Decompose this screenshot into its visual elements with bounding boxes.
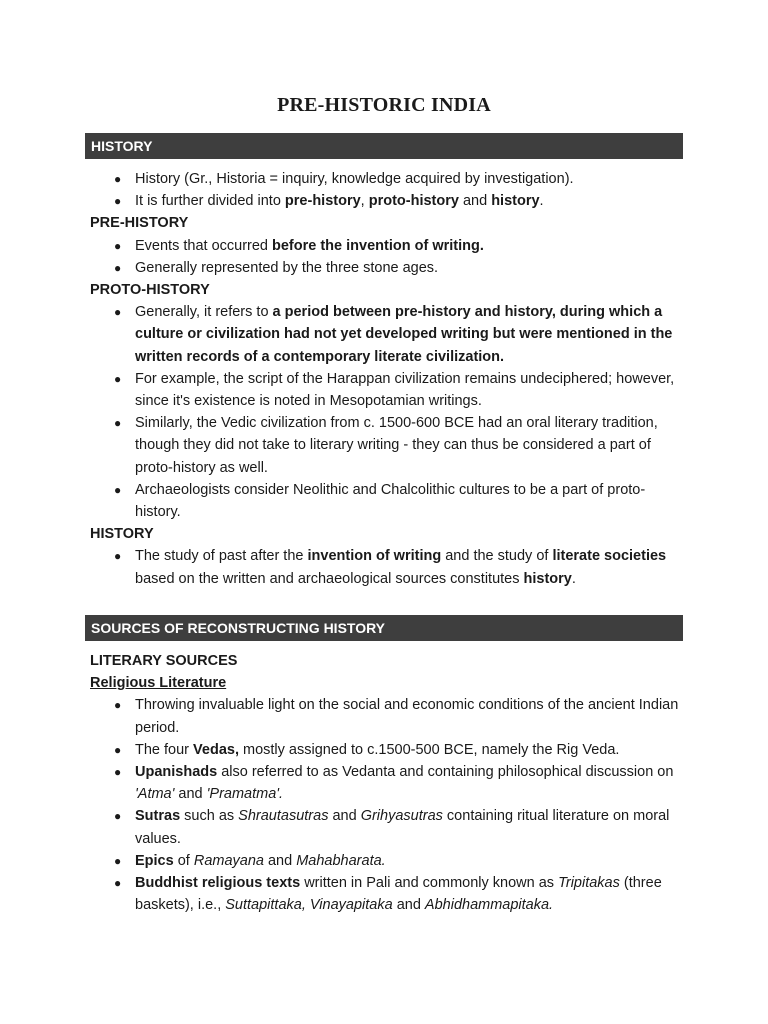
religious-literature-heading: Religious Literature: [90, 675, 227, 692]
text-segment: (three baskets), i.e.,: [135, 875, 662, 914]
prehistory-list: [90, 235, 680, 279]
text-segment: Similarly, the Vedic civilization from c. 1500-600 BCE had an oral literary tradition, though they did not take to literary writing - they can thus be considered a part of proto-history as well.: [135, 415, 658, 476]
bullet-icon: ●: [114, 172, 122, 186]
text-segment: containing ritual literature on moral values.: [135, 808, 670, 847]
text-segment: Suttapittaka, Vinayapitaka: [225, 897, 393, 914]
text-segment: .: [571, 570, 576, 587]
text-segment: proto-history: [368, 193, 459, 210]
text-segment: Generally, it refers to: [135, 304, 273, 321]
history-list: [90, 545, 680, 589]
list-item: [90, 412, 680, 479]
text-segment: Events that occurred: [135, 237, 273, 254]
text-segment: Upanishads: [135, 764, 218, 781]
text-segment: invention of writing: [307, 548, 442, 565]
text-segment: pre-history: [284, 193, 361, 210]
history-heading: HISTORY: [90, 526, 154, 543]
bullet-icon: ●: [114, 765, 122, 780]
list-item: [90, 545, 680, 589]
bullet-icon: ●: [114, 742, 122, 757]
text-segment: history: [491, 193, 540, 210]
text-segment: also referred to as Vedanta and containing philosophical discussion on: [217, 764, 674, 781]
text-segment: Archaeologists consider Neolithic and Chalcolithic cultures to be a part of proto-history.: [135, 481, 646, 521]
text-segment: ,: [360, 193, 369, 210]
section-bar-history: HISTORY: [85, 133, 683, 159]
text-segment: History (Gr., Historia = inquiry, knowledge acquired by investigation).: [135, 171, 574, 187]
text-segment: and: [174, 786, 207, 803]
list-item: [90, 872, 680, 916]
history-content: [90, 168, 680, 590]
list-item: [90, 761, 680, 805]
list-item: [90, 368, 680, 412]
text-segment: and: [392, 897, 425, 914]
text-segment: Shrautasutras: [238, 808, 329, 825]
text-segment: a period between pre-history and history, during which a culture or civilization had not yet developed writing but were mentioned in the written records of a contemporary literate civilization.: [135, 304, 673, 365]
bullet-icon: ●: [114, 194, 122, 209]
bullet-icon: ●: [114, 853, 122, 868]
text-segment: The study of past after the: [135, 548, 308, 565]
text-segment: Generally represented by the three stone ages.: [135, 259, 439, 276]
text-segment: Sutras: [135, 808, 181, 825]
text-segment: Ramayana: [193, 852, 264, 869]
bullet-icon: ●: [114, 876, 122, 891]
text-segment: of: [173, 852, 194, 869]
prehistory-heading: PRE-HISTORY: [90, 215, 189, 232]
section-bar-sources: SOURCES OF RECONSTRUCTING HISTORY: [85, 615, 683, 641]
text-segment: and: [263, 852, 297, 869]
text-segment: Mahabharata.: [296, 852, 386, 869]
bullet-icon: ●: [114, 809, 122, 824]
list-item: [90, 850, 680, 872]
sources-content: [90, 650, 680, 916]
text-segment: and: [458, 193, 492, 210]
text-segment: 'Atma': [135, 786, 175, 803]
text-segment: history: [523, 570, 572, 587]
bullet-icon: ●: [114, 371, 122, 386]
text-segment: Abhidhammapitaka.: [424, 897, 554, 914]
bullet-icon: ●: [114, 482, 122, 497]
text-segment: The four: [135, 741, 194, 758]
protohistory-list: [90, 301, 680, 523]
list-item: [90, 235, 680, 257]
text-segment: mostly assigned to c.1500-500 BCE, namely the Rig Veda.: [238, 741, 620, 758]
list-item: [90, 190, 680, 212]
bullet-icon: ●: [114, 305, 122, 320]
text-segment: Throwing invaluable light on the social and economic conditions of the ancient Indian period.: [135, 697, 679, 736]
list-item: [90, 805, 680, 849]
bullet-icon: ●: [114, 416, 122, 431]
text-segment: .: [539, 193, 544, 210]
history-intro-list: [90, 168, 680, 212]
text-segment: before the invention of writing.: [272, 237, 484, 254]
list-item: [90, 257, 680, 279]
literary-sources-heading: LITERARY SOURCES: [90, 653, 238, 669]
text-segment: such as: [180, 808, 239, 825]
page-title: PRE-HISTORIC INDIA: [277, 94, 491, 116]
bullet-icon: ●: [114, 238, 122, 253]
list-item: [90, 301, 680, 368]
list-item: [90, 168, 680, 190]
text-segment: 'Pramatma'.: [206, 786, 284, 803]
bullet-icon: ●: [114, 698, 122, 713]
list-item: [90, 739, 680, 761]
text-segment: It is further divided into: [135, 193, 285, 210]
list-item: [90, 479, 680, 523]
text-segment: For example, the script of the Harappan civilization remains undeciphered; however, since it's existence is noted in Mesopotamian writings.: [135, 370, 675, 410]
text-segment: Buddhist religious texts: [135, 875, 301, 892]
text-segment: literate societies: [552, 548, 667, 565]
bullet-icon: ●: [114, 260, 122, 275]
text-segment: Vedas,: [193, 741, 239, 758]
religious-literature-list: [90, 694, 680, 916]
text-segment: Epics: [135, 852, 174, 869]
text-segment: Tripitakas: [558, 875, 620, 892]
text-segment: based on the written and archaeological sources constitutes: [135, 570, 524, 587]
list-item: [90, 694, 680, 738]
text-segment: and the study of: [441, 548, 553, 565]
bullet-icon: ●: [114, 549, 122, 564]
text-segment: written in Pali and commonly known as: [300, 875, 559, 892]
protohistory-heading: PROTO-HISTORY: [90, 282, 210, 299]
text-segment: and: [328, 808, 361, 825]
text-segment: Grihyasutras: [360, 808, 443, 825]
